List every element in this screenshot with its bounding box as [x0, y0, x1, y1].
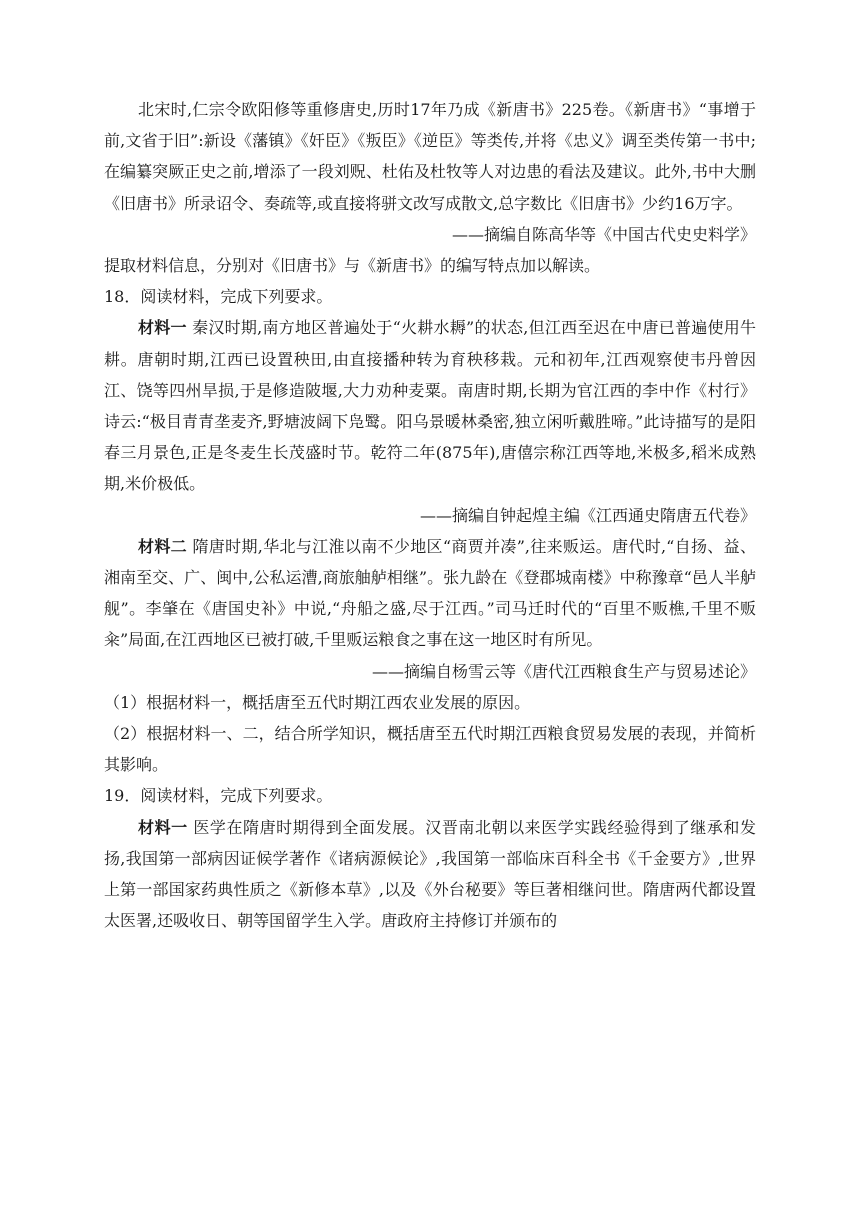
question-task: 提取材料信息，分别对《旧唐书》与《新唐书》的编写特点加以解读。 — [104, 256, 601, 276]
question-18-heading: 18．阅读材料，完成下列要求。 — [104, 287, 333, 307]
material-two-paragraph — [104, 531, 756, 656]
source-citation: ——摘编自钟起煌主编《江西通史隋唐五代卷》 — [419, 505, 756, 525]
material-paragraph: 北宋时,仁宗令欧阳修等重修唐史,历时17年乃成《新唐书》225卷。《新唐书》“事增于前,文省于旧”:新设《藩镇》《奸臣》《叛臣》《逆臣》等类传,并将《忠义》调至类传第一书中;在编纂突厥正史之前,增添了一段刘贶、杜佑及杜牧等人对边患的看法及建议。此外,书中大删《旧唐书》所录诏令、奏疏等,或直接将骈文改写成散文,总字数比《旧唐书》少约16万字。 — [104, 100, 756, 213]
source-citation: ——摘编自杨雪云等《唐代江西粮食生产与贸易述论》 — [371, 661, 756, 681]
sub-question-1: （1）根据材料一，概括唐至五代时期江西农业发展的原因。 — [104, 692, 531, 712]
sub-question-2: （2）根据材料一、二，结合所学知识，概括唐至五代时期江西粮食贸易发展的表现，并简析其影响。 — [104, 724, 756, 775]
material-text: 隋唐时期,华北与江淮以南不少地区“商贾并凑”,往来贩运。唐代时,“自扬、益、湘南至交、广、闽中,公私运漕,商旅舳舻相继”。张九龄在《登郡城南楼》中称豫章“邑人半舻舰”。李肇在《唐国史补》中说,“舟船之盛,尽于江西。”司马迁时代的“百里不贩樵,千里不贩籴”局面,在江西地区已被打破,千里贩运粮食之事在这一地区时有所见。 — [104, 536, 756, 650]
material-one-paragraph — [104, 812, 756, 937]
material-label: 材料二 — [138, 536, 188, 556]
source-citation: ——摘编自陈高华等《中国古代史史料学》 — [451, 224, 756, 244]
material-text: 医学在隋唐时期得到全面发展。汉晋南北朝以来医学实践经验得到了继承和发扬,我国第一部病因证候学著作《诸病源候论》,我国第一部临床百科全书《千金要方》,世界上第一部国家药典性质之《新修本草》,以及《外台秘要》等巨著相继问世。隋唐两代都设置太医署,还吸收日、朝等国留学生入学。唐政府主持修订并颁布的 — [104, 817, 756, 931]
material-text: 秦汉时期,南方地区普遍处于“火耕水耨”的状态,但江西至迟在中唐已普遍使用牛耕。唐朝时期,江西已设置秧田,由直接播种转为育秧移栽。元和初年,江西观察使韦丹曾因江、饶等四州旱损,于是修造陂堰,大力劝种麦粟。南唐时期,长期为官江西的李中作《村行》诗云:“极目青青垄麦齐,野塘波阔下凫鹥。阳乌景暖林桑密,独立闲听戴胜啼。”此诗描写的是阳春三月景色,正是冬麦生长茂盛时节。乾符二年(875年),唐僖宗称江西等地,米极多,稻米成熟期,米价极低。 — [104, 318, 756, 494]
material-label: 材料一 — [138, 318, 187, 338]
material-label: 材料一 — [138, 817, 188, 837]
material-one-paragraph — [104, 312, 756, 499]
question-19-heading: 19．阅读材料，完成下列要求。 — [104, 786, 333, 806]
